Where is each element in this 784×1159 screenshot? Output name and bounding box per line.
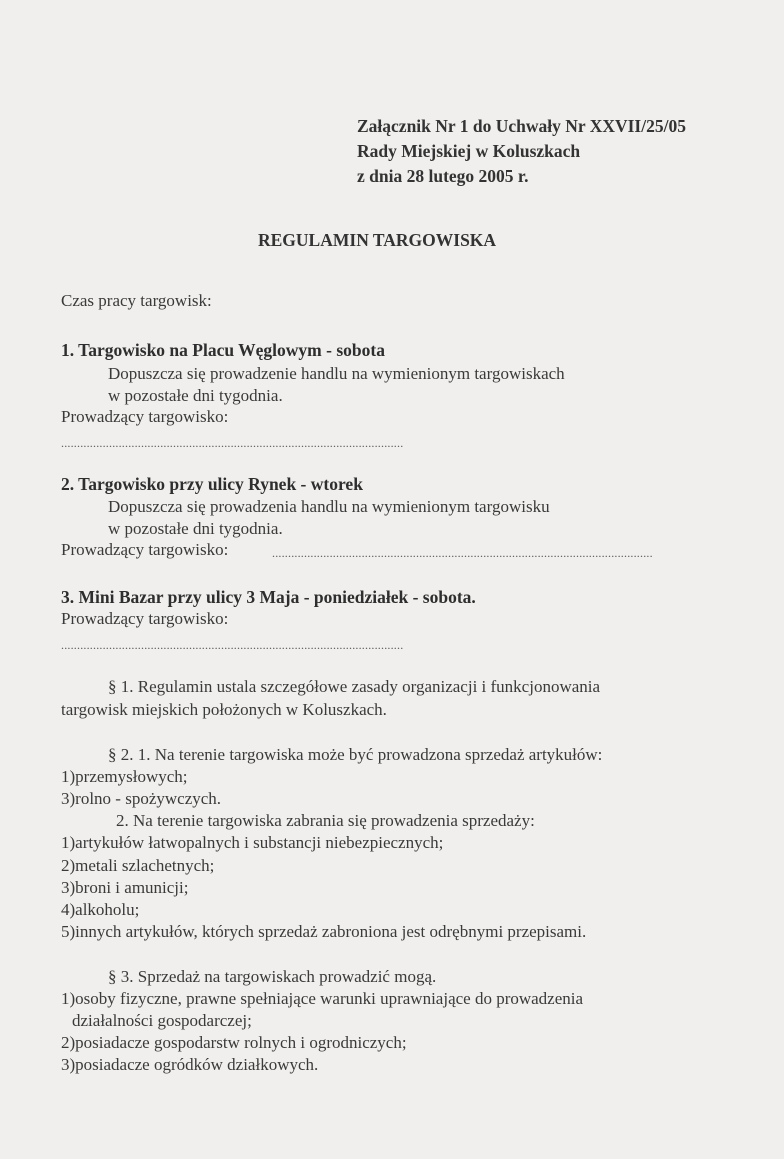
document-title: REGULAMIN TARGOWISKA [258, 230, 497, 250]
attachment-header-line-2: Rady Miejskiej w Koluszkach [357, 141, 581, 161]
seller-item: 2)posiadacze gospodarstw rolnych i ogrodniczych; [61, 1033, 407, 1052]
market-3-heading: 3. Mini Bazar przy ulicy 3 Maja - poniedziałek - sobota. [61, 587, 476, 607]
market-1-manager-blank: ........................................................................................................... [61, 436, 404, 450]
market-1-note-line-2: w pozostałe dni tygodnia. [108, 386, 283, 405]
market-3-manager-blank: ........................................................................................................... [61, 638, 404, 652]
paragraph-1-line-2: targowisk miejskich położonych w Koluszkach. [61, 700, 387, 719]
allowed-item: 1)przemysłowych; [61, 767, 188, 786]
allowed-item: 3)rolno - spożywczych. [61, 789, 222, 808]
market-2-note-line-1: Dopuszcza się prowadzenia handlu na wymienionym targowisku [108, 497, 550, 516]
seller-item: 1)osoby fizyczne, prawne spełniające warunki uprawniające do prowadzenia [61, 989, 584, 1008]
seller-item-continuation: działalności gospodarczej; [72, 1011, 252, 1030]
forbidden-item: 2)metali szlachetnych; [61, 856, 215, 875]
market-2-manager-blank: ....................................................................................................................... [272, 546, 653, 560]
paragraph-1-line-1: § 1. Regulamin ustala szczegółowe zasady organizacji i funkcjonowania [108, 677, 601, 696]
forbidden-item: 1)artykułów łatwopalnych i substancji niebezpiecznych; [61, 833, 444, 852]
market-2-note-line-2: w pozostałe dni tygodnia. [108, 519, 283, 538]
market-2-heading: 2. Targowisko przy ulicy Rynek - wtorek [61, 474, 363, 494]
working-hours-intro: Czas pracy targowisk: [61, 291, 212, 310]
market-1-note-line-1: Dopuszcza się prowadzenie handlu na wymienionym targowiskach [108, 364, 565, 383]
paragraph-2-line-2: 2. Na terenie targowiska zabrania się prowadzenia sprzedaży: [116, 811, 535, 830]
paragraph-2-line-1: § 2. 1. Na terenie targowiska może być prowadzona sprzedaż artykułów: [108, 745, 603, 764]
forbidden-item: 4)alkoholu; [61, 900, 140, 919]
market-1-manager-label: Prowadzący targowisko: [61, 407, 229, 426]
market-2-manager-label: Prowadzący targowisko: [61, 540, 229, 559]
paragraph-3-line-1: § 3. Sprzedaż na targowiskach prowadzić mogą. [108, 967, 437, 986]
market-1-heading: 1. Targowisko na Placu Węglowym - sobota [61, 340, 385, 360]
forbidden-item: 5)innych artykułów, których sprzedaż zabroniona jest odrębnymi przepisami. [61, 922, 587, 941]
forbidden-item: 3)broni i amunicji; [61, 878, 189, 897]
seller-item: 3)posiadacze ogródków działkowych. [61, 1055, 319, 1074]
market-3-manager-label: Prowadzący targowisko: [61, 609, 229, 628]
attachment-header-line-3: z dnia 28 lutego 2005 r. [357, 166, 529, 186]
attachment-header-line-1: Załącznik Nr 1 do Uchwały Nr XXVII/25/05 [357, 116, 686, 136]
